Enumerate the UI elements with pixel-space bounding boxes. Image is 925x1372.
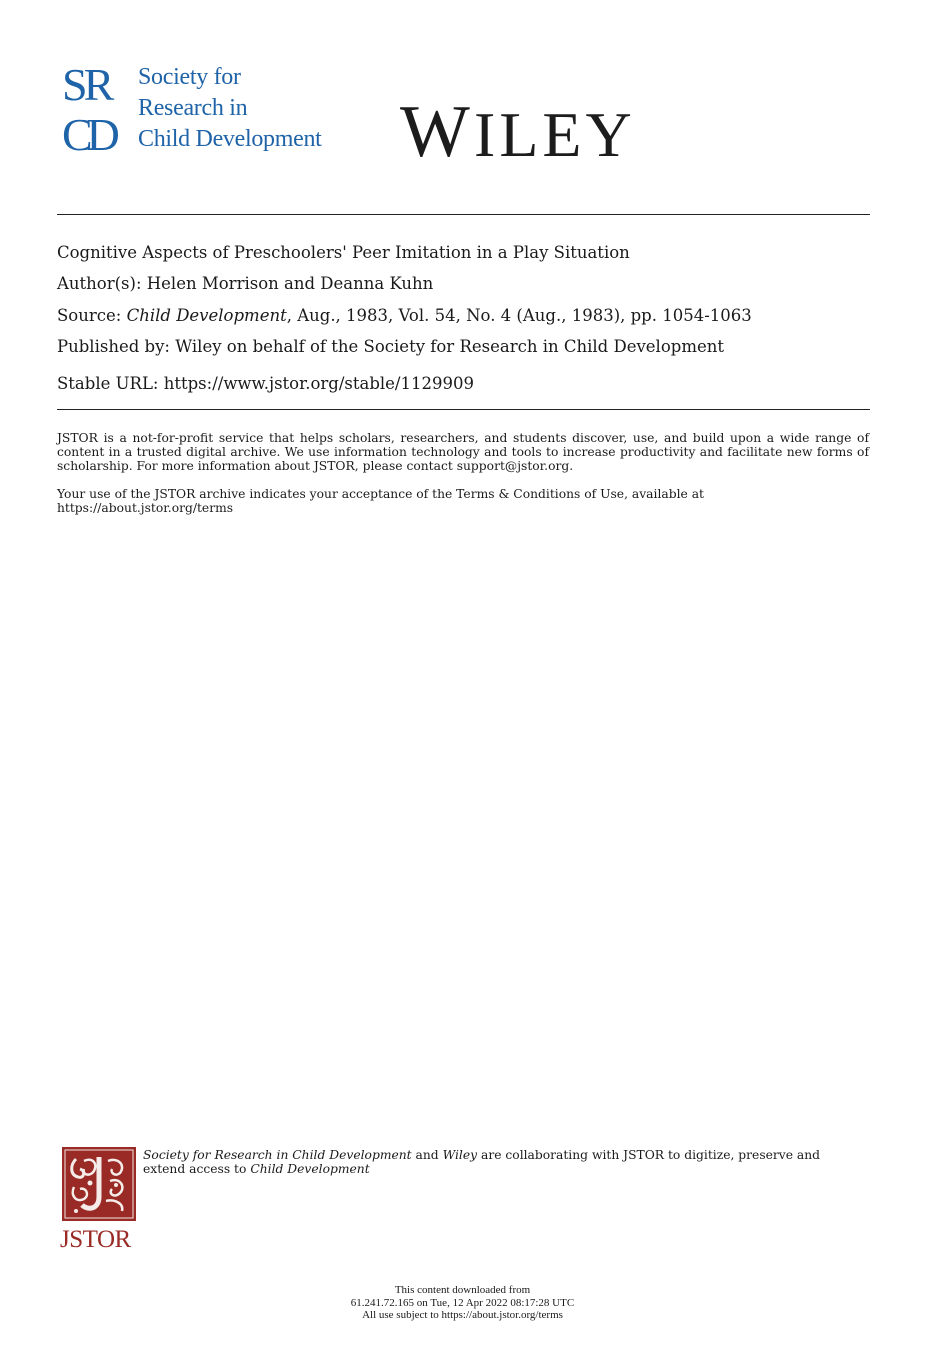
collab-and: and bbox=[411, 1148, 443, 1162]
srcd-monogram-icon bbox=[62, 60, 134, 156]
stable-url-line bbox=[57, 374, 474, 394]
srcd-logo bbox=[62, 60, 362, 160]
published-label: Published by: bbox=[57, 337, 170, 356]
footer-line-3: All use subject to https://about.jstor.org/terms bbox=[362, 1309, 563, 1321]
svg-text:CD: CD bbox=[62, 109, 114, 156]
authors-label: Author(s): bbox=[57, 274, 142, 293]
srcd-line-2: Research in bbox=[138, 95, 248, 121]
publisher: Wiley on behalf of the Society for Research in Child Development bbox=[175, 337, 724, 356]
wiley-wordmark-icon bbox=[400, 88, 670, 168]
jstor-wordmark: JSTOR bbox=[60, 1226, 131, 1253]
jstor-emblem-icon bbox=[62, 1147, 136, 1221]
collaboration-notice bbox=[143, 1148, 843, 1176]
source-details: , Aug., 1983, Vol. 54, No. 4 (Aug., 1983), pp. 1054-1063 bbox=[286, 306, 752, 325]
jstor-logo bbox=[60, 1147, 138, 1257]
download-footer bbox=[0, 1284, 925, 1322]
svg-text:ILEY: ILEY bbox=[474, 99, 636, 168]
footer-line-2: 61.241.72.165 on Tue, 12 Apr 2022 08:17:28 UTC bbox=[350, 1296, 575, 1309]
terms-link[interactable]: https://about.jstor.org/terms bbox=[57, 501, 234, 515]
partner-srcd: Society for Research in Child Development bbox=[143, 1148, 412, 1162]
bottom-divider bbox=[57, 409, 870, 410]
source-label: Source: bbox=[57, 306, 122, 325]
stable-url-label: Stable URL: bbox=[57, 374, 159, 393]
authors-line bbox=[57, 274, 433, 294]
authors: Helen Morrison and Deanna Kuhn bbox=[146, 274, 434, 293]
terms-text: Your use of the JSTOR archive indicates your acceptance of the Terms & Conditions of Use, available at bbox=[57, 487, 704, 501]
jstor-about-notice: JSTOR is a not-for-profit service that helps scholars, researchers, and students discover, use, and build upon a wide range of content in a trusted digital archive. We use information technology and tools to increase productivity and facilitate new forms of scholarship. For more information about JSTOR, please contact support@jstor.org. bbox=[57, 431, 869, 473]
collab-journal: Child Development bbox=[250, 1162, 370, 1176]
svg-text:SR: SR bbox=[62, 60, 111, 110]
srcd-wordmark bbox=[138, 62, 322, 155]
article-title: Cognitive Aspects of Preschoolers' Peer Imitation in a Play Situation bbox=[57, 243, 630, 262]
srcd-line-1: Society for bbox=[138, 64, 241, 90]
terms-notice bbox=[57, 487, 869, 515]
journal-name: Child Development bbox=[126, 306, 287, 325]
footer-line-1: This content downloaded from bbox=[394, 1284, 531, 1296]
source-line bbox=[57, 306, 752, 326]
publisher-line bbox=[57, 337, 724, 357]
svg-text:W: W bbox=[400, 91, 471, 168]
wiley-logo bbox=[400, 88, 670, 185]
srcd-line-3: Child Development bbox=[138, 126, 322, 152]
collab-text: are collaborating with JSTOR to digitize, preserve and extend access to bbox=[143, 1148, 821, 1176]
top-divider bbox=[57, 214, 870, 215]
partner-wiley: Wiley bbox=[442, 1148, 478, 1162]
stable-url-link[interactable]: https://www.jstor.org/stable/1129909 bbox=[163, 374, 474, 393]
